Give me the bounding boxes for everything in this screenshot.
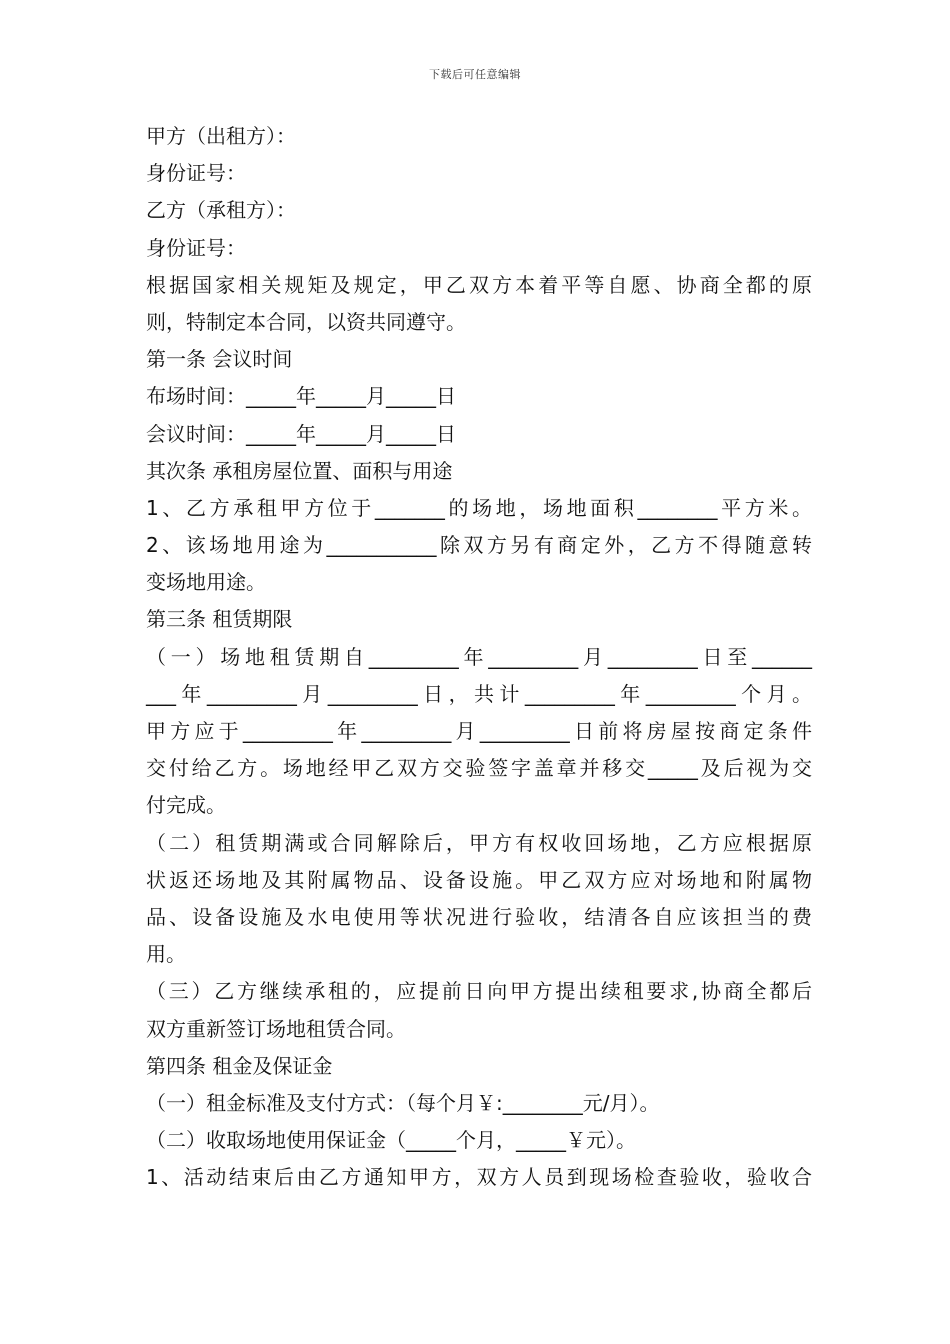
article-3-item-1-line-1: （一）场地租赁期自_________年_________月_________日至______ [146,644,812,669]
party-a-line: 甲方（出租方）： [146,124,296,148]
party-a-id-line: 身份证号： [146,161,246,186]
article-4-heading: 第四条 租金及保证金 [146,1053,333,1078]
article-1-heading: 第一条 会议时间 [146,347,293,372]
article-3-heading: 第三条 租赁期限 [146,607,293,632]
article-3-item-2-line-2: 状返还场地及其附属物品、设备设施。甲乙双方应对场地和附属物 [146,867,812,892]
article-3-item-3-line-2: 双方重新签订场地租赁合同。 [146,1016,406,1041]
setup-time-line: 布场时间：_____年_____月_____日 [146,384,456,409]
article-3-item-1-line-3: 甲方应于_________年_________月_________日前将房屋按商定条件 [146,719,812,743]
article-2-item-1: 1、乙方承租甲方位于_______的场地，场地面积________平方米。 [146,495,812,520]
preamble-line-2: 则，特制定本合同，以资共同遵守。 [146,309,466,334]
article-4-item-2: （二）收取场地使用保证金（_____个月，_____￥元）。 [146,1128,636,1153]
page-header-note: 下载后可任意编辑 [429,68,521,81]
preamble-line-1: 根据国家相关规矩及规定，甲乙双方本着平等自愿、协商全都的原 [146,272,812,297]
contract-body [146,118,812,1196]
article-3-item-2-line-1: （二）租赁期满或合同解除后，甲方有权收回场地，乙方应根据原 [146,830,812,855]
article-2-heading: 其次条 承租房屋位置、面积与用途 [146,458,453,483]
article-3-item-2-line-3: 品、设备设施及水电使用等状况进行验收，结清各自应该担当的费 [146,904,812,929]
article-3-item-2-line-4: 用。 [146,942,186,967]
party-b-line: 乙方（承租方）： [146,198,296,223]
meeting-time-line: 会议时间：_____年_____月_____日 [146,421,456,446]
article-3-item-3-line-1: （三）乙方继续承租的，应提前日向甲方提出续租要求,协商全都后 [146,979,812,1004]
article-3-item-1-line-5: 付完成。 [146,793,226,818]
article-2-item-2-line-2: 变场地用途。 [146,570,266,595]
article-3-item-1-line-4: 交付给乙方。场地经甲乙双方交验签字盖章并移交_____及后视为交 [146,756,812,781]
article-4-clause-1-line-1: 1、活动结束后由乙方通知甲方，双方人员到现场检查验收，验收合 [146,1165,812,1190]
article-2-item-2-line-1: 2、该场地用途为___________除双方另有商定外，乙方不得随意转 [146,533,812,558]
party-b-id-line: 身份证号： [146,235,246,260]
article-3-item-1-line-2: ___年_________月_________日，共计_________年_________个月。 [146,681,812,706]
article-4-item-1: （一）租金标准及支付方式：（每个月￥:________元/月）。 [146,1090,660,1115]
